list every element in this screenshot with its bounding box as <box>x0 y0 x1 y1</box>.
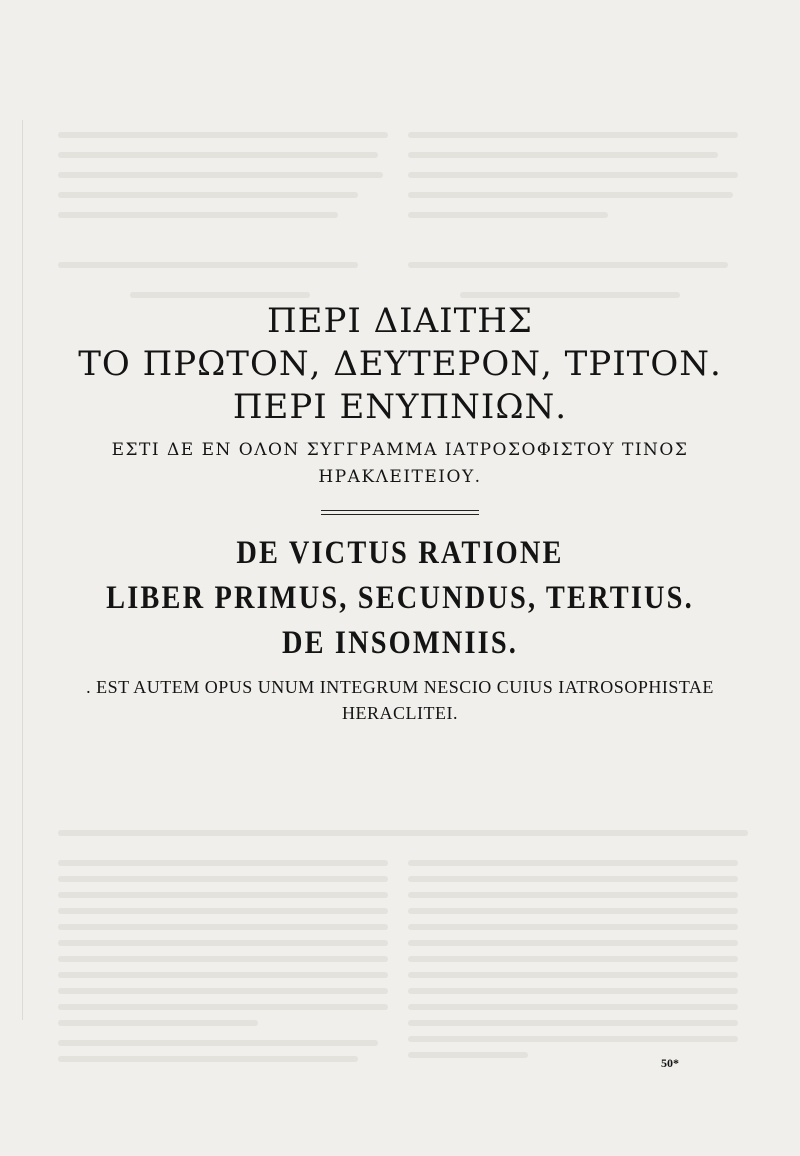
latin-title-line-3: DE INSOMNIIS. <box>281 625 519 661</box>
greek-subtitle-line-2: ΗΡΑΚΛΕΙΤΕΙΟΥ. <box>318 467 482 487</box>
latin-title-line-2: LIBER PRIMUS, SECUNDUS, TERTIUS. <box>106 580 694 616</box>
greek-title-line-3: ΠΕΡΙ ΕΝΥΠΝΙΩΝ. <box>232 387 568 427</box>
greek-subtitle-line-1: ΕΣΤΙ ΔΕ ΕΝ ΟΛΟΝ ΣΥΓΓΡΑΜΜΑ ΙΑΤΡΟΣΟΦΙΣΤΟΥ ΤΙΝΟΣ <box>111 440 689 460</box>
section-divider-rule <box>321 510 479 515</box>
greek-subtitle <box>0 437 800 491</box>
latin-subtitle-line-1: . EST AUTEM OPUS UNUM INTEGRUM NESCIO CUIUS IATROSOPHISTAE <box>86 677 714 697</box>
latin-title-line-1: DE VICTUS RATIONE <box>236 535 564 571</box>
page-number: 50* <box>661 1056 679 1070</box>
latin-subtitle <box>0 674 800 726</box>
latin-subtitle-line-2: HERACLITEI. <box>342 703 458 723</box>
greek-title-line-1: ΠΕΡΙ ΔΙΑΙΤΗΣ <box>267 301 533 341</box>
title-block <box>0 300 800 726</box>
greek-title-line-2: ΤΟ ΠΡΩΤΟΝ, ΔΕΥΤΕΡΟΝ, ΤΡΙΤΟΝ. <box>78 344 722 384</box>
